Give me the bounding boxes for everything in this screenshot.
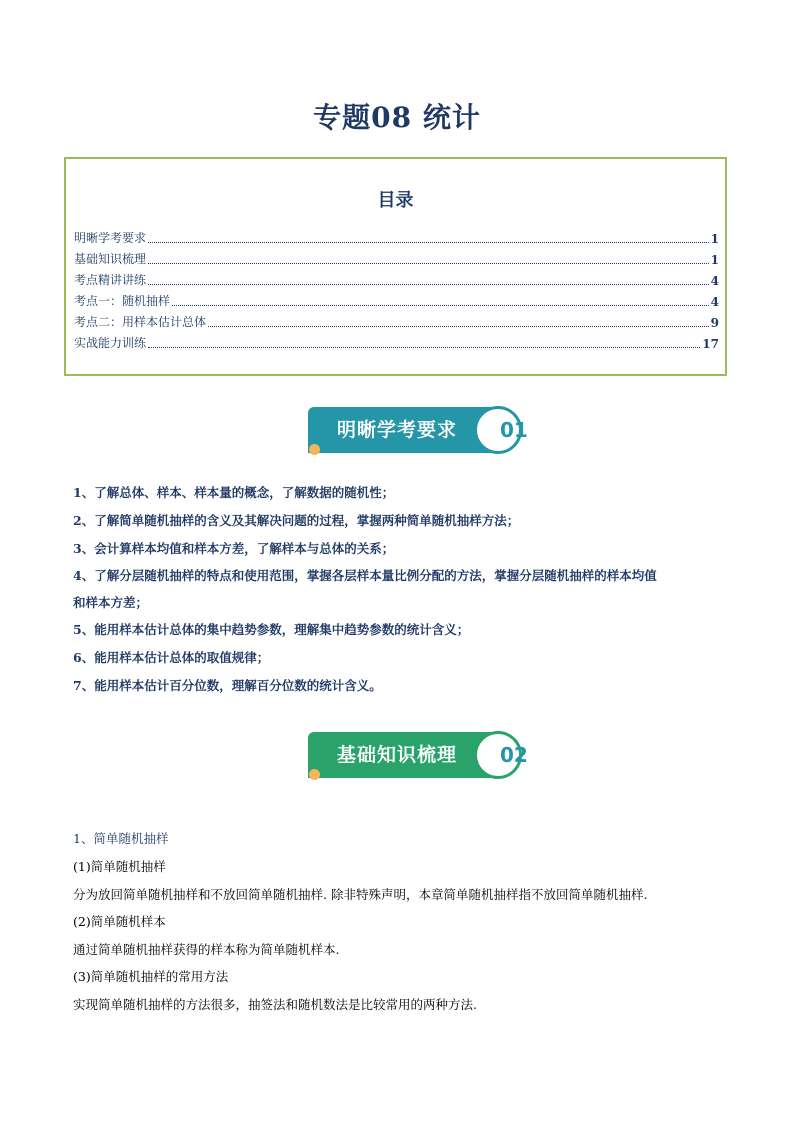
requirement-text: 会计算样本均值和样本方差，了解样本与总体的关系； [94,541,395,556]
page-title: 专题08 统计 [313,101,481,134]
toc-leader [148,263,709,264]
toc-entry-label: 基础知识梳理 [74,252,147,266]
requirement-item-continued [73,593,733,613]
requirement-text: 能用样本估计总体的取值规律； [94,650,270,665]
toc-leader [148,347,700,348]
toc-entry-label: 考点一：随机抽样 [74,294,171,308]
paragraph: 分为放回简单随机抽样和不放回简单随机抽样. 除非特殊声明，本章简单随机抽样指不放回简单随机抽样. [73,887,648,902]
requirement-item [73,539,733,559]
toc-entry-label: 考点二：用样本估计总体 [74,315,207,329]
banner-dot [309,769,320,780]
section-number: 01 [500,418,528,442]
section-title: 明晰学考要求 [336,419,457,441]
toc-entry-page: 9 [710,316,719,330]
requirement-number: 5、 [73,622,95,637]
toc-entry[interactable] [74,310,719,330]
toc-leader [148,242,709,243]
requirement-text: 和样本方差； [73,595,149,610]
requirement-item [73,676,733,696]
requirement-item [73,620,733,640]
toc-entry[interactable] [74,226,719,246]
requirement-text: 了解简单随机抽样的含义及其解决问题的过程，掌握两种简单随机抽样方法； [94,513,520,528]
paragraph: 通过简单随机抽样获得的样本称为简单随机样本. [73,942,340,957]
requirement-item [73,648,733,668]
requirement-text: 能用样本估计总体的集中趋势参数，理解集中趋势参数的统计含义； [94,622,470,637]
topic-heading: 1、简单随机抽样 [73,831,169,846]
toc-entry[interactable] [74,331,719,351]
toc-entry-label: 明晰学考要求 [74,231,147,245]
toc-leader [172,305,709,306]
section-number: 02 [500,743,528,767]
toc-entry-label: 实战能力训练 [74,336,147,350]
requirement-item [73,566,733,586]
toc-entry[interactable] [74,289,719,309]
section-title: 基础知识梳理 [336,744,457,766]
requirement-number: 3、 [73,541,95,556]
banner-dot [309,444,320,455]
section-banner-requirements [308,407,538,453]
subheading: (1)简单随机抽样 [73,859,166,874]
subheading: (3)简单随机抽样的常用方法 [73,969,229,984]
toc-leader [208,326,709,327]
subheading: (2)简单随机样本 [73,914,166,929]
toc-entry[interactable] [74,247,719,267]
section-banner-knowledge [308,732,538,778]
toc-entry-page: 1 [710,253,719,267]
requirement-number: 1、 [73,485,95,500]
toc-leader [148,284,709,285]
toc-entry-page: 17 [702,337,719,351]
toc-heading: 目录 [377,190,414,211]
requirement-number: 7、 [73,678,95,693]
requirement-text: 了解总体、样本、样本量的概念，了解数据的随机性； [94,485,395,500]
toc-entry-page: 4 [710,274,719,288]
toc-entry[interactable] [74,268,719,288]
requirement-text: 了解分层随机抽样的特点和使用范围，掌握各层样本量比例分配的方法，掌握分层随机抽样的样本均值 [94,568,657,583]
requirement-item [73,511,733,531]
table-of-contents [64,157,727,376]
requirement-number: 2、 [73,513,95,528]
toc-entry-page: 1 [710,232,719,246]
requirement-number: 4、 [73,568,95,583]
paragraph: 实现简单随机抽样的方法很多，抽签法和随机数法是比较常用的两种方法. [73,997,477,1012]
requirement-item [73,483,733,503]
requirement-text: 能用样本估计百分位数，理解百分位数的统计含义。 [94,678,382,693]
requirement-number: 6、 [73,650,95,665]
toc-entry-page: 4 [710,295,719,309]
toc-entry-label: 考点精讲讲练 [74,273,147,287]
